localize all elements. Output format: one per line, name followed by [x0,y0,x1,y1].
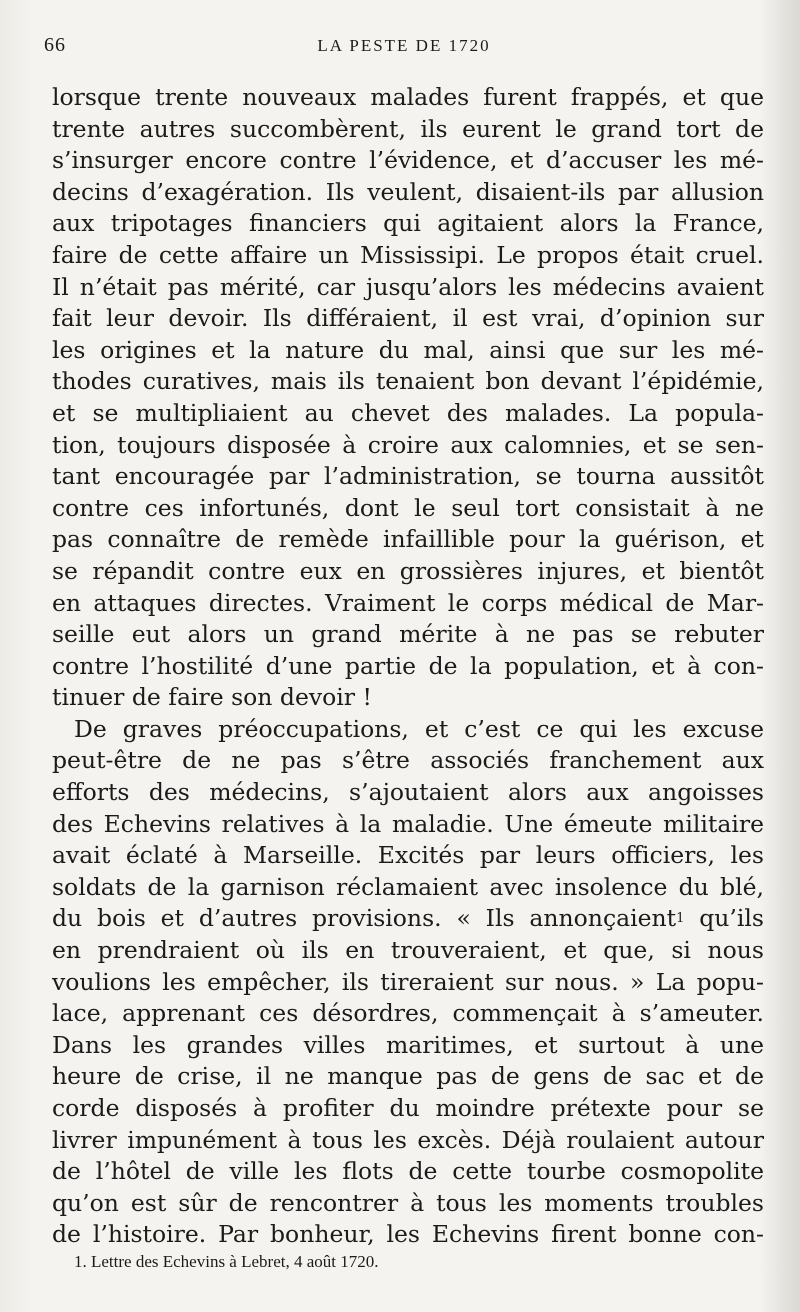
text-line: trente autres succombèrent, ils eurent le grand tort de [52,114,764,143]
footnote-reference: 1 [676,911,685,927]
text-line: les origines et la nature du mal, ainsi que sur les mé- [52,335,764,364]
footnote [74,1252,764,1272]
text-line: decins d’exagération. Ils veulent, disaient-ils par allusion [52,177,764,206]
text-line: se répandit contre eux en grossières injures, et bientôt [52,556,764,585]
page-number: 66 [44,34,66,56]
text-line: en prendraient où ils en trouveraient, et que, si nous [52,936,764,965]
body-text [52,82,764,1251]
paragraph-start-line: De graves préoccupations, et c’est ce qui les excuse [74,714,764,743]
text-line: tant encouragée par l’administration, se tourna aussitôt [52,462,764,491]
text-line: de l’histoire. Par bonheur, les Echevins firent bonne con- [52,1220,764,1249]
text-line: aux tripotages financiers qui agitaient alors la France, [52,209,764,238]
footnote-text: Lettre des Echevins à Lebret, 4 août 1720. [91,1252,379,1271]
text-segment: du bois et d’autres provisions. « Ils annonçaient [52,904,677,933]
text-line: corde disposés à profiter du moindre prétexte pour se [52,1094,764,1122]
text-line: tinuer de faire son devoir ! [52,683,372,712]
text-line: Dans les grandes villes maritimes, et surtout à une [52,1030,764,1059]
text-line: lace, apprenant ces désordres, commençait à s’ameuter. [52,999,764,1028]
text-line: pas connaître de remède infaillible pour la guérison, et [52,525,764,554]
text-line: lorsque trente nouveaux malades furent frappés, et que [52,83,764,111]
text-line: heure de crise, il ne manque pas de gens de sac et de [52,1062,764,1091]
text-line: efforts des médecins, s’ajoutaient alors aux angoisses [52,778,764,807]
page-header [44,34,764,64]
footnote-number: 1. [74,1252,87,1271]
text-line: seille eut alors un grand mérite à ne pas se rebuter [52,620,764,649]
text-line-with-footnote [52,903,764,935]
text-line: avait éclaté à Marseille. Excités par leurs officiers, les [52,841,764,870]
text-line: et se multipliaient au chevet des malades. La popula- [52,398,764,427]
text-line: des Echevins relatives à la maladie. Une émeute militaire [52,809,764,838]
text-line: tion, toujours disposée à croire aux calomnies, et se sen- [52,430,764,459]
text-line: peut-être de ne pas s’être associés franchement aux [52,746,764,775]
text-line: en attaques directes. Vraiment le corps médical de Mar- [52,588,764,617]
text-line: fait leur devoir. Ils différaient, il est vrai, d’opinion sur [52,304,764,333]
running-title: LA PESTE DE 1720 [317,36,491,55]
text-line: faire de cette affaire un Mississipi. Le propos était cruel. [52,240,764,269]
text-line: livrer impunément à tous les excès. Déjà roulaient autour [52,1125,764,1154]
text-line: de l’hôtel de ville les flots de cette tourbe cosmopolite [52,1157,764,1186]
text-line: contre l’hostilité d’une partie de la population, et à con- [52,651,764,680]
text-segment: qu’ils [684,904,764,933]
text-line: thodes curatives, mais ils tenaient bon devant l’épidémie, [52,367,764,396]
text-line: Il n’était pas mérité, car jusqu’alors les médecins avaient [52,272,764,301]
text-line: qu’on est sûr de rencontrer à tous les moments troubles [52,1188,764,1217]
text-line: contre ces infortunés, dont le seul tort consistait à ne [52,493,764,522]
text-line: voulions les empêcher, ils tireraient sur nous. » La popu- [52,967,764,996]
text-line: s’insurger encore contre l’évidence, et d’accuser les mé- [52,146,764,175]
text-line: soldats de la garnison réclamaient avec insolence du blé, [52,872,764,901]
